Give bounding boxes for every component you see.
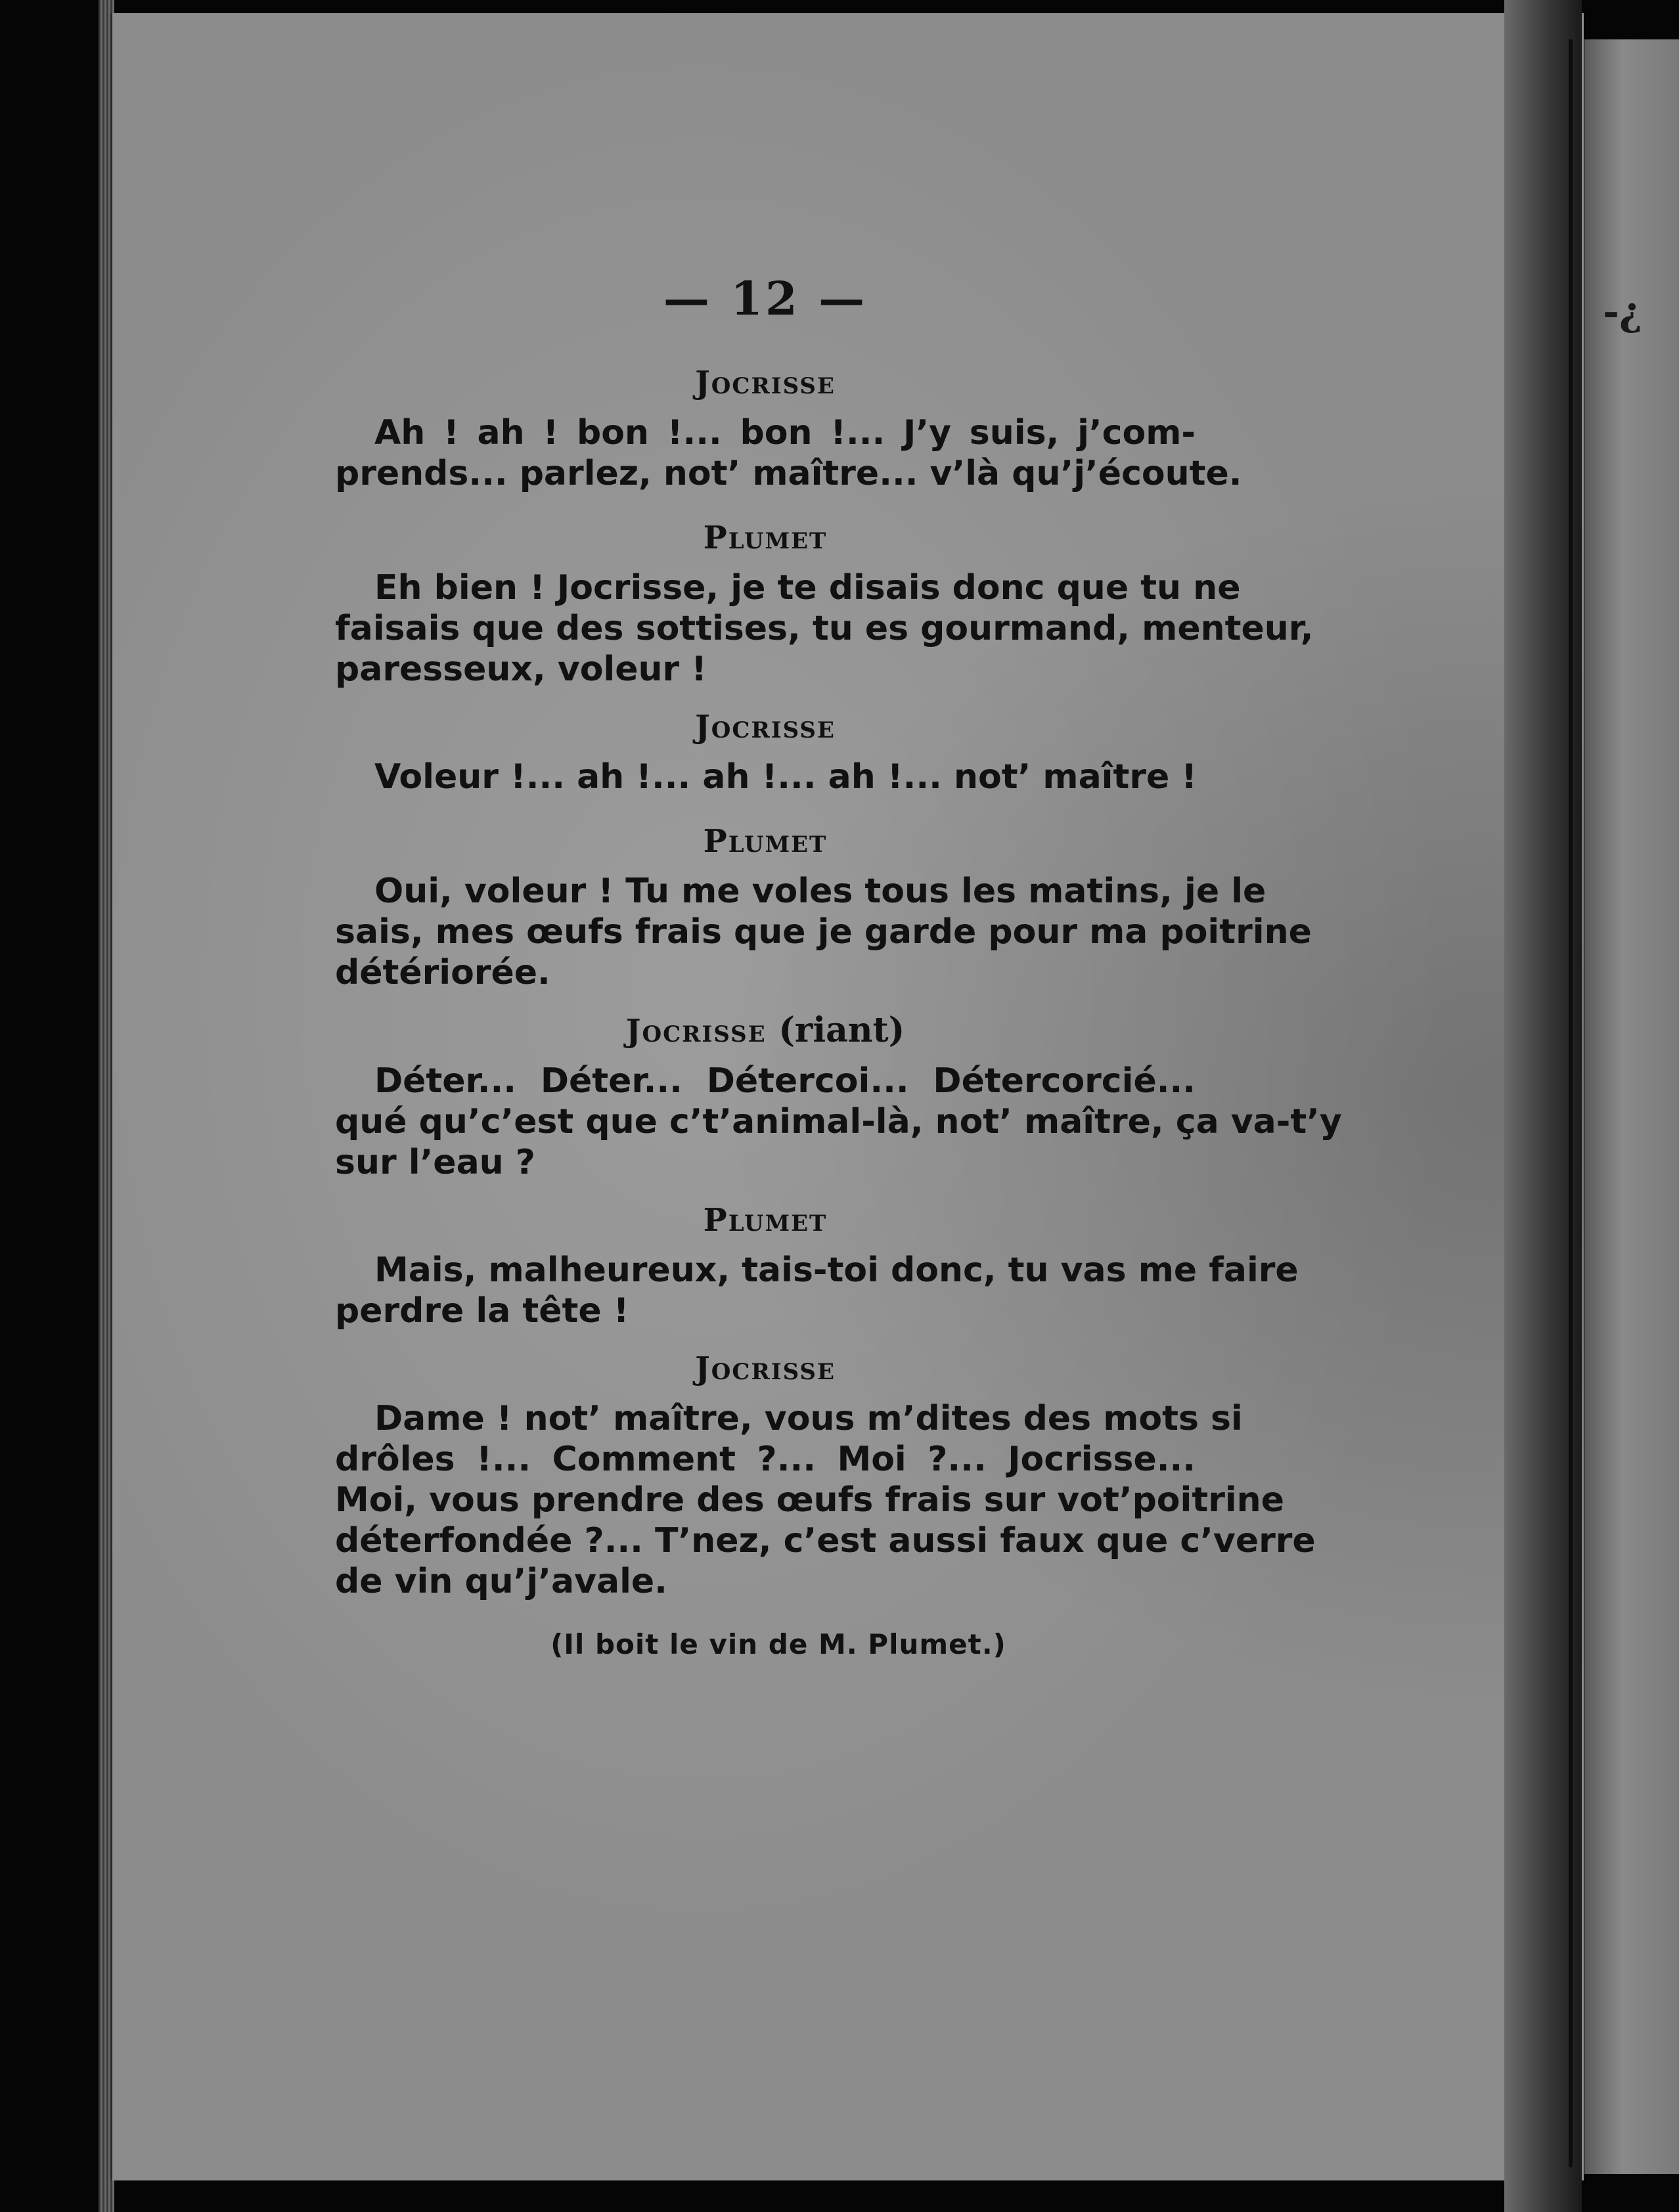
speech-block [335, 1061, 1342, 1183]
speech-line: de vin qu’j’avale. [335, 1562, 667, 1601]
speech-line: sur l’eau ? [335, 1143, 535, 1182]
speaker-name: Jocrisse [695, 709, 836, 745]
speech-line: Mais, malheureux, tais-toi donc, tu vas me faire [374, 1250, 1299, 1290]
speech-block [335, 871, 1312, 993]
speech-line: Moi, vous prendre des œufs frais sur vot’poitrine [335, 1480, 1284, 1520]
speaker-name: Plumet [703, 823, 828, 860]
page-number: — 12 — [663, 271, 868, 326]
speech-line: perdre la tête ! [335, 1291, 629, 1331]
speech-line: faisais que des sottises, tu es gourmand, menteur, [335, 609, 1314, 648]
speech-line: drôles !... Comment ?... Moi ?... Jocrisse... [335, 1440, 1196, 1479]
binding-edge [1569, 39, 1573, 2167]
speech-line: sais, mes œufs frais que je garde pour ma poitrine [335, 912, 1312, 952]
speech-block [335, 567, 1314, 690]
speech-block [335, 757, 1196, 797]
stage-direction: (Il boit le vin de M. Plumet.) [550, 1628, 1006, 1660]
speech-block [335, 412, 1242, 494]
speaker-name: Plumet [703, 1202, 828, 1239]
speech-line: prends... parlez, not’ maître... v’là qu’j’écoute. [335, 454, 1242, 493]
speaker-name: Jocrisse [695, 365, 836, 401]
adjacent-page [1584, 39, 1679, 2174]
speaker-name: Plumet [703, 520, 828, 556]
speech-line: Dame ! not’ maître, vous m’dites des mots si [374, 1399, 1243, 1438]
speech-line: Ah ! ah ! bon !... bon !... J’y suis, j’com- [374, 413, 1196, 453]
speaker-name: Jocrisse (riant) [625, 1010, 905, 1050]
speech-line: Voleur !... ah !... ah !... ah !... not’ maître ! [374, 757, 1198, 797]
speech-line: Déter... Déter... Détercoi... Détercorcié... [374, 1061, 1196, 1101]
speech-line: Eh bien ! Jocrisse, je te disais donc que tu ne [374, 568, 1241, 608]
speaker-note: (riant) [778, 1010, 905, 1050]
speaker-name: Jocrisse [695, 1350, 836, 1387]
speech-line: Oui, voleur ! Tu me voles tous les matins, je le [374, 872, 1266, 911]
speech-line: paresseux, voleur ! [335, 650, 707, 689]
speech-line: déterfondée ?... T’nez, c’est aussi faux que c’verre [335, 1521, 1316, 1560]
speech-line: détériorée. [335, 953, 550, 992]
adjacent-page-mark: -¿ [1603, 289, 1643, 335]
speech-block [335, 1250, 1299, 1331]
page-content [335, 271, 1342, 1660]
speech-block [335, 1398, 1316, 1602]
speech-line: qué qu’c’est que c’t’animal-là, not’ maître, ça va-t’y [335, 1102, 1342, 1141]
